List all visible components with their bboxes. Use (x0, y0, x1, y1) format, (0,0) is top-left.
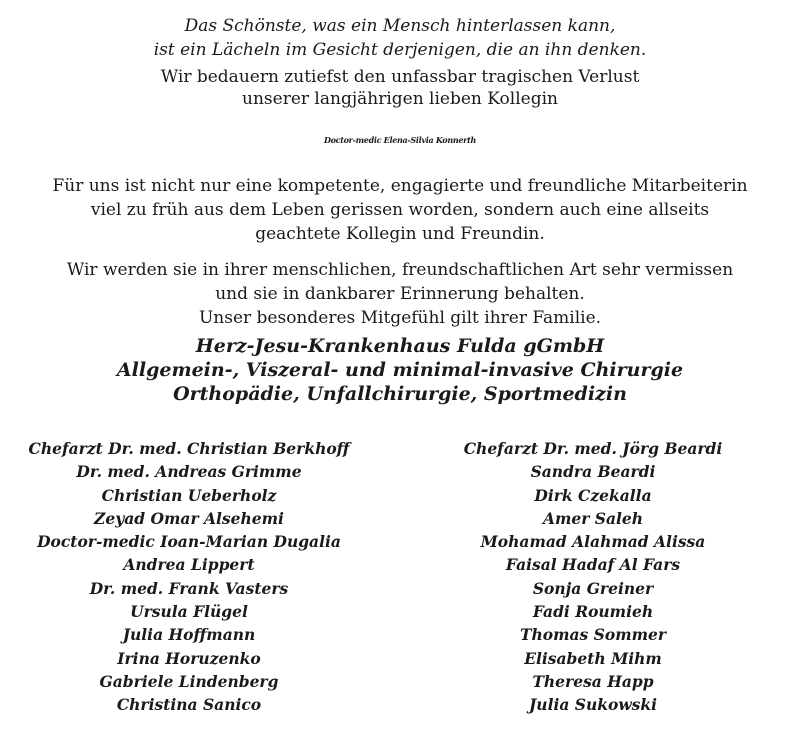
signatory-name: Sonja Greiner (532, 578, 654, 598)
quote-line: Das Schönste, was ein Mensch hinterlassen kann, (184, 16, 616, 36)
paragraph-line: Für uns ist nicht nur eine kompetente, engagierte und freundliche Mitarbeiterin (52, 176, 748, 196)
organization-name: Herz-Jesu-Krankenhaus Fulda gGmbH (195, 335, 605, 357)
paragraph-line: Unser besonderes Mitgefühl gilt ihrer Familie. (198, 308, 602, 328)
signatory-name: Fadi Roumieh (532, 602, 654, 622)
signatory-name: Julia Sukowski (528, 695, 658, 715)
signatory-name: Amer Saleh (542, 508, 644, 528)
signatory-name: Mohamad Alahmad Alissa (480, 532, 706, 552)
signatory-name: Chefarzt Dr. med. Jörg Beardi (463, 439, 723, 458)
quote-line: ist ein Lächeln im Gesicht derjenigen, die an ihn denken. (153, 40, 647, 60)
signatory-name: Theresa Happ (532, 671, 654, 691)
signatory-name: Ursula Flügel (130, 602, 248, 622)
intro-line: unserer langjährigen lieben Kollegin (242, 89, 558, 109)
signatory-name: Doctor-medic Ioan-Marian Dugalia (37, 532, 341, 552)
signatory-name: Dr. med. Frank Vasters (89, 578, 289, 598)
tribute-paragraph-1 (0, 174, 800, 246)
signatories-left-column (0, 437, 378, 717)
signatories-right-column (428, 437, 758, 717)
signatory-name: Thomas Sommer (519, 625, 667, 645)
signatory-name: Faisal Hadaf Al Fars (505, 555, 681, 575)
department-line: Allgemein-, Viszeral- und minimal-invasive Chirurgie (116, 359, 684, 381)
intro-text (0, 66, 800, 110)
signatory-name: Zeyad Omar Alsehemi (94, 508, 284, 528)
paragraph-line: viel zu früh aus dem Leben gerissen worden, sondern auch eine allseits (90, 200, 710, 220)
signatory-name: Elisabeth Mihm (524, 648, 662, 668)
signatory-name: Irina Horuzenko (117, 648, 261, 668)
organization-block (0, 334, 800, 406)
signatory-name: Julia Hoffmann (122, 625, 256, 645)
signatory-name: Andrea Lippert (123, 555, 255, 575)
memorial-quote (0, 14, 800, 62)
signatory-name: Gabriele Lindenberg (99, 671, 279, 691)
paragraph-line: geachtete Kollegin und Freundin. (255, 224, 545, 244)
signatory-name: Christian Ueberholz (101, 485, 277, 505)
signatory-name: Chefarzt Dr. med. Christian Berkhoff (28, 439, 350, 458)
paragraph-line: und sie in dankbarer Erinnerung behalten. (215, 284, 585, 304)
deceased-name: Doctor-medic Elena-Silvia Konnerth (324, 135, 476, 145)
signatories (0, 437, 800, 717)
intro-line: Wir bedauern zutiefst den unfassbar tragischen Verlust (160, 67, 640, 87)
signatory-name: Christina Sanico (116, 695, 262, 715)
signatory-name: Dirk Czekalla (534, 485, 652, 505)
signatory-name: Sandra Beardi (530, 462, 656, 482)
department-line: Orthopädie, Unfallchirurgie, Sportmedizin (173, 383, 627, 405)
tribute-paragraph-2 (0, 258, 800, 330)
paragraph-line: Wir werden sie in ihrer menschlichen, freundschaftlichen Art sehr vermissen (66, 260, 734, 280)
signatory-name: Dr. med. Andreas Grimme (76, 462, 302, 482)
